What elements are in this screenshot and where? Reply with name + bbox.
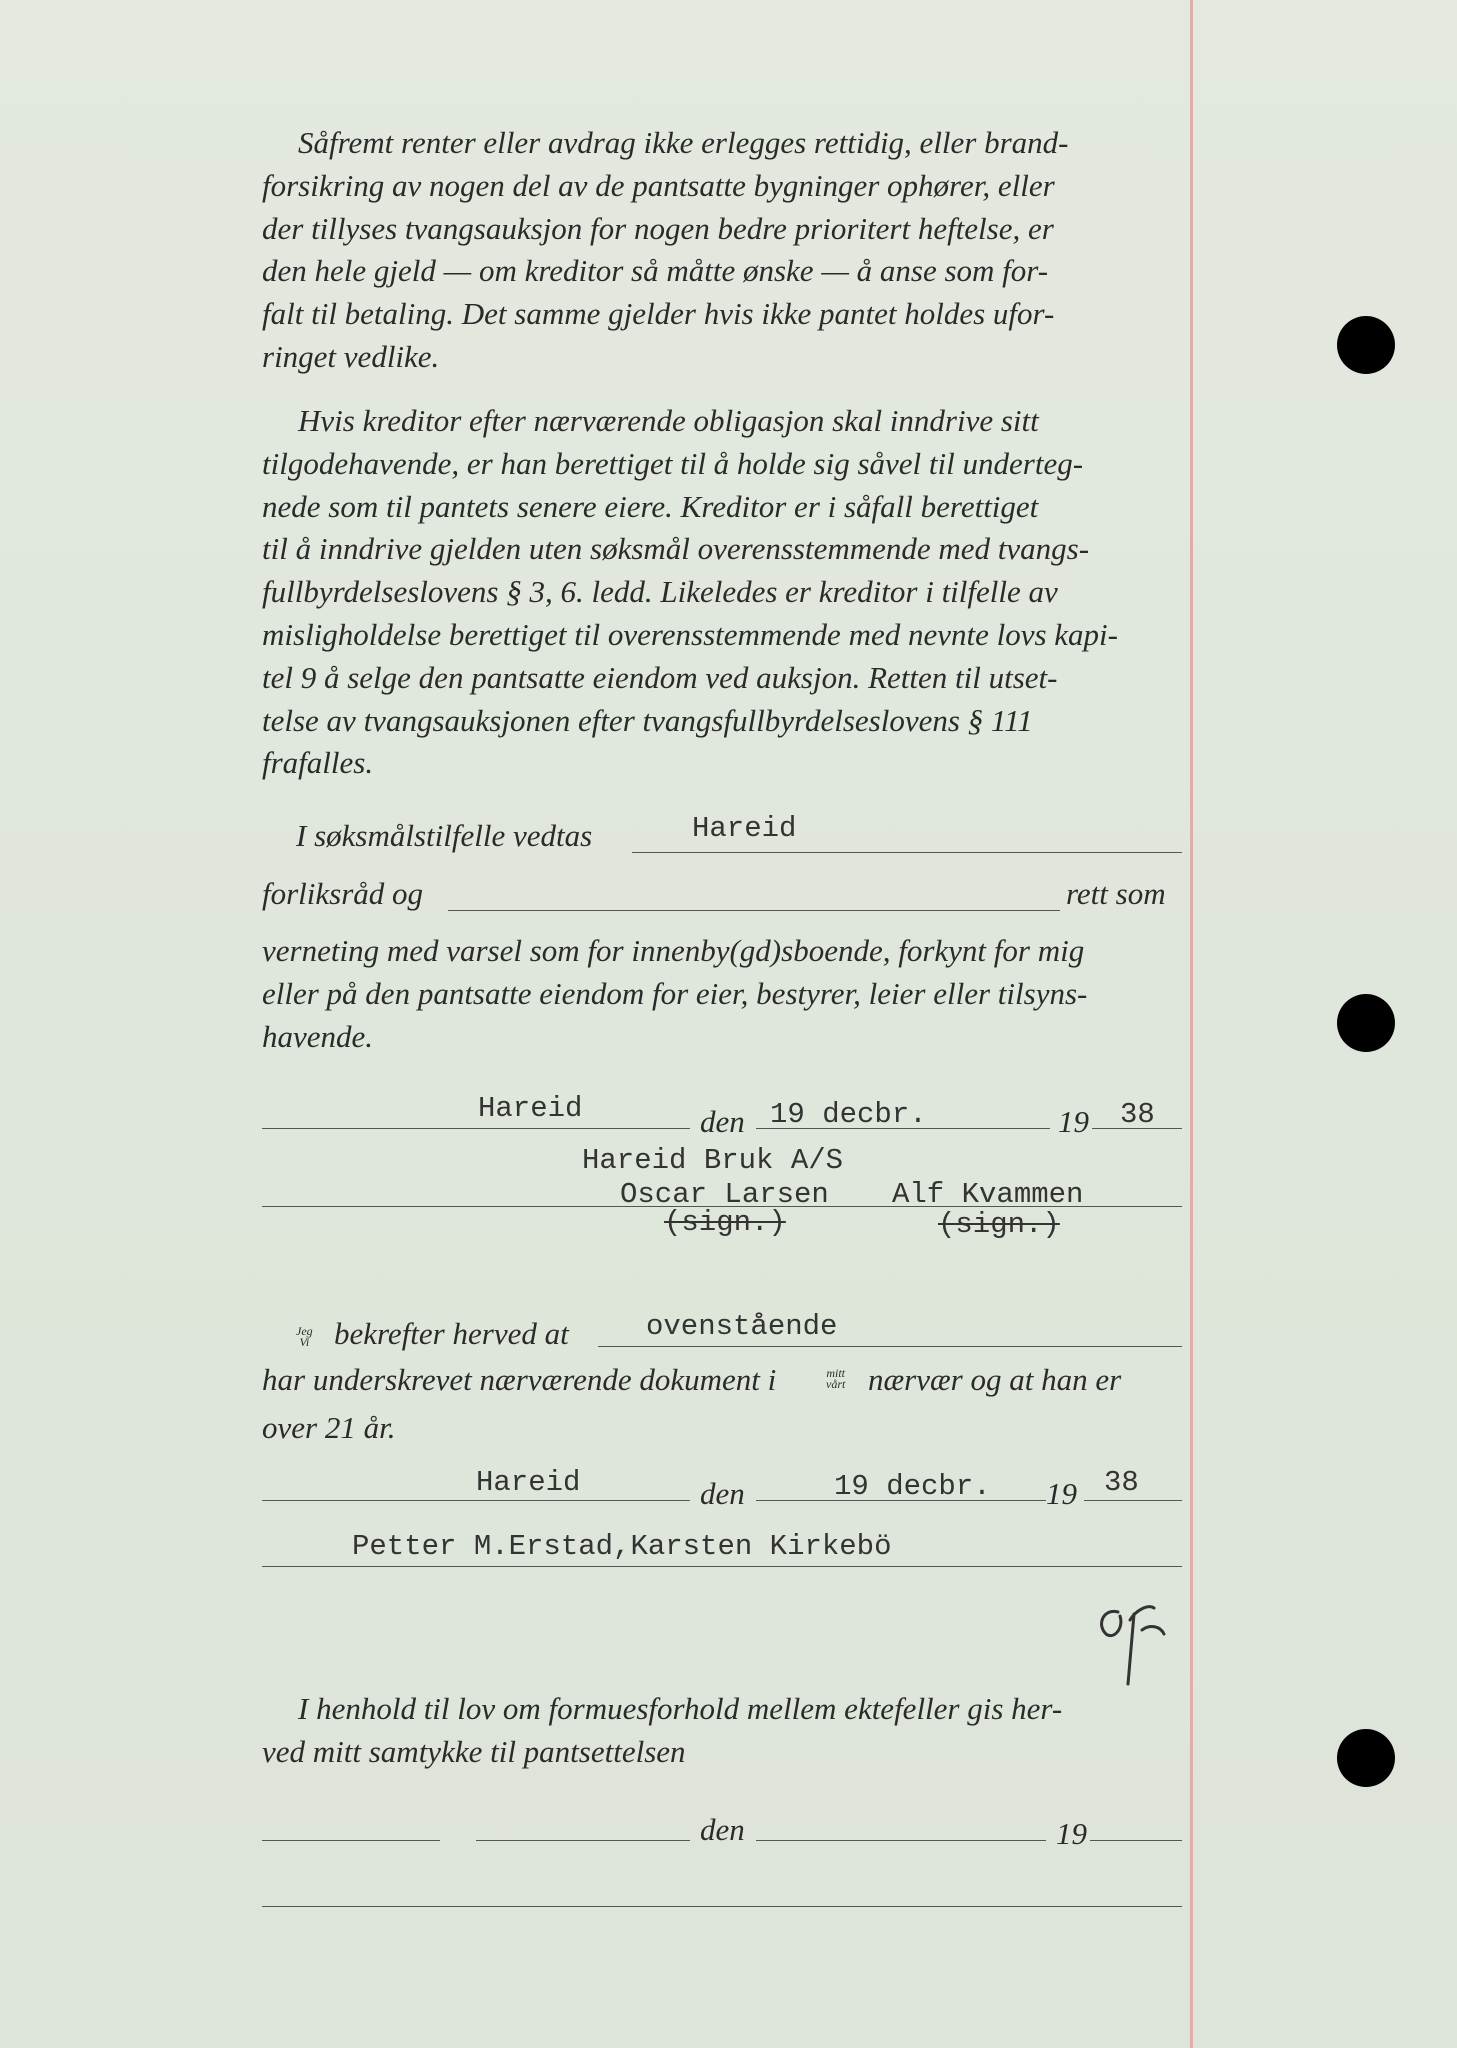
date1-year-suffix: 38 — [1120, 1098, 1155, 1131]
handwritten-initials — [1090, 1590, 1180, 1690]
fill-line — [448, 910, 1060, 911]
text-line: ved mitt samtykke til pantsettelsen — [262, 1733, 686, 1769]
jeg-label: Jeg — [296, 1323, 313, 1338]
sign-mark-1: (sign.) — [664, 1206, 786, 1239]
signer-name-1: Oscar Larsen — [620, 1178, 829, 1211]
date3-year-prefix: 19 — [1056, 1816, 1087, 1851]
date2-den: den — [700, 1476, 745, 1511]
date1-place: Hareid — [478, 1092, 583, 1125]
text-line: ringet vedlike. — [262, 338, 440, 374]
fill-line — [262, 1840, 440, 1841]
witness-pronoun — [296, 1316, 313, 1352]
witness-text2a: har underskrevet nærværende dokument i — [262, 1362, 777, 1397]
paragraph-venue-clause — [262, 930, 1182, 1058]
vi-label: Vi — [299, 1334, 310, 1349]
witness-text2b: nærvær og at han er — [868, 1362, 1122, 1397]
venue-line2-suffix: rett som — [1066, 876, 1166, 911]
fill-line — [476, 1840, 690, 1841]
signature-line — [262, 1566, 1182, 1567]
fill-line — [756, 1128, 1050, 1129]
mitt-label: mitt — [826, 1365, 845, 1380]
witness-mitt-vart — [826, 1358, 845, 1394]
witness-names: Petter M.Erstad,Karsten Kirkebö — [352, 1530, 892, 1563]
fill-line — [598, 1346, 1182, 1347]
fill-line — [1084, 1500, 1182, 1501]
punch-hole — [1337, 1729, 1395, 1787]
signer-name-2: Alf Kvammen — [892, 1178, 1084, 1211]
date2-place: Hareid — [476, 1466, 581, 1499]
margin-line — [1190, 0, 1193, 2048]
date2-year-prefix: 19 — [1046, 1476, 1077, 1511]
fill-line — [1090, 1840, 1182, 1841]
text-line: Såfremt renter eller avdrag ikke erlegges rettidig, eller brand- — [298, 125, 1069, 160]
paragraph-enforcement-clause — [262, 400, 1182, 785]
text-line: havende. — [262, 1018, 374, 1054]
fill-line — [756, 1500, 1046, 1501]
signature-line — [262, 1906, 1182, 1907]
fill-line — [262, 1128, 690, 1129]
fill-line — [1092, 1128, 1182, 1129]
paragraph-default-clause — [262, 122, 1182, 379]
text-line: nede som til pantets senere eiere. Kreditor er i såfall berettiget — [262, 488, 1039, 524]
date1-date: 19 decbr. — [770, 1098, 927, 1131]
venue-prefix: I søksmålstilfelle vedtas — [296, 818, 593, 853]
date1-den: den — [700, 1104, 745, 1139]
text-line: I henhold til lov om formuesforhold mellem ektefeller gis her- — [298, 1691, 1063, 1726]
venue-typed-place: Hareid — [692, 812, 797, 845]
text-line: der tillyses tvangsauksjon for nogen bedre prioritert heftelse, er — [262, 210, 1054, 246]
date2-date: 19 decbr. — [834, 1470, 991, 1503]
text-line: verneting med varsel som for innenby(gd)sboende, forkynt for mig — [262, 933, 1085, 968]
sign-mark-2: (sign.) — [938, 1208, 1060, 1241]
vart-label: vårt — [826, 1376, 846, 1391]
punch-hole — [1337, 994, 1395, 1052]
text-line: frafalles. — [262, 745, 374, 781]
witness-text1: bekrefter herved at — [334, 1316, 569, 1351]
text-line: eller på den pantsatte eiendom for eier, bestyrer, leier eller tilsyns- — [262, 975, 1088, 1011]
fill-line — [262, 1500, 690, 1501]
venue-line2-prefix: forliksråd og — [262, 876, 424, 911]
text-line: den hele gjeld — om kreditor så måtte ønske — å anse som for- — [262, 253, 1049, 289]
text-line: fullbyrdelseslovens § 3, 6. ledd. Likeledes er kreditor i tilfelle av — [262, 574, 1058, 610]
witness-typed: ovenstående — [646, 1310, 838, 1343]
company-name: Hareid Bruk A/S — [582, 1144, 844, 1177]
text-line: til å inndrive gjelden uten søksmål overensstemmende med tvangs- — [262, 531, 1090, 567]
fill-line — [756, 1840, 1046, 1841]
punch-hole — [1337, 316, 1395, 374]
date1-year-prefix: 19 — [1058, 1104, 1089, 1139]
text-line: falt til betaling. Det samme gjelder hvis ikke pantet holdes ufor- — [262, 296, 1055, 332]
witness-text3: over 21 år. — [262, 1410, 396, 1445]
paragraph-consent — [262, 1688, 1182, 1774]
date2-year-suffix: 38 — [1104, 1466, 1139, 1499]
text-line: misligholdelse berettiget til overensstemmende med nevnte lovs kapi- — [262, 616, 1118, 652]
text-line: Hvis kreditor efter nærværende obligasjon skal inndrive sitt — [298, 403, 1039, 438]
text-line: telse av tvangsauksjonen efter tvangsfullbyrdelseslovens § 111 — [262, 702, 1033, 738]
text-line: tel 9 å selge den pantsatte eiendom ved auksjon. Retten til utset- — [262, 659, 1058, 695]
date3-den: den — [700, 1812, 745, 1847]
fill-line — [632, 852, 1182, 853]
text-line: forsikring av nogen del av de pantsatte bygninger ophører, eller — [262, 167, 1055, 203]
text-line: tilgodehavende, er han berettiget til å holde sig såvel til underteg- — [262, 445, 1084, 481]
